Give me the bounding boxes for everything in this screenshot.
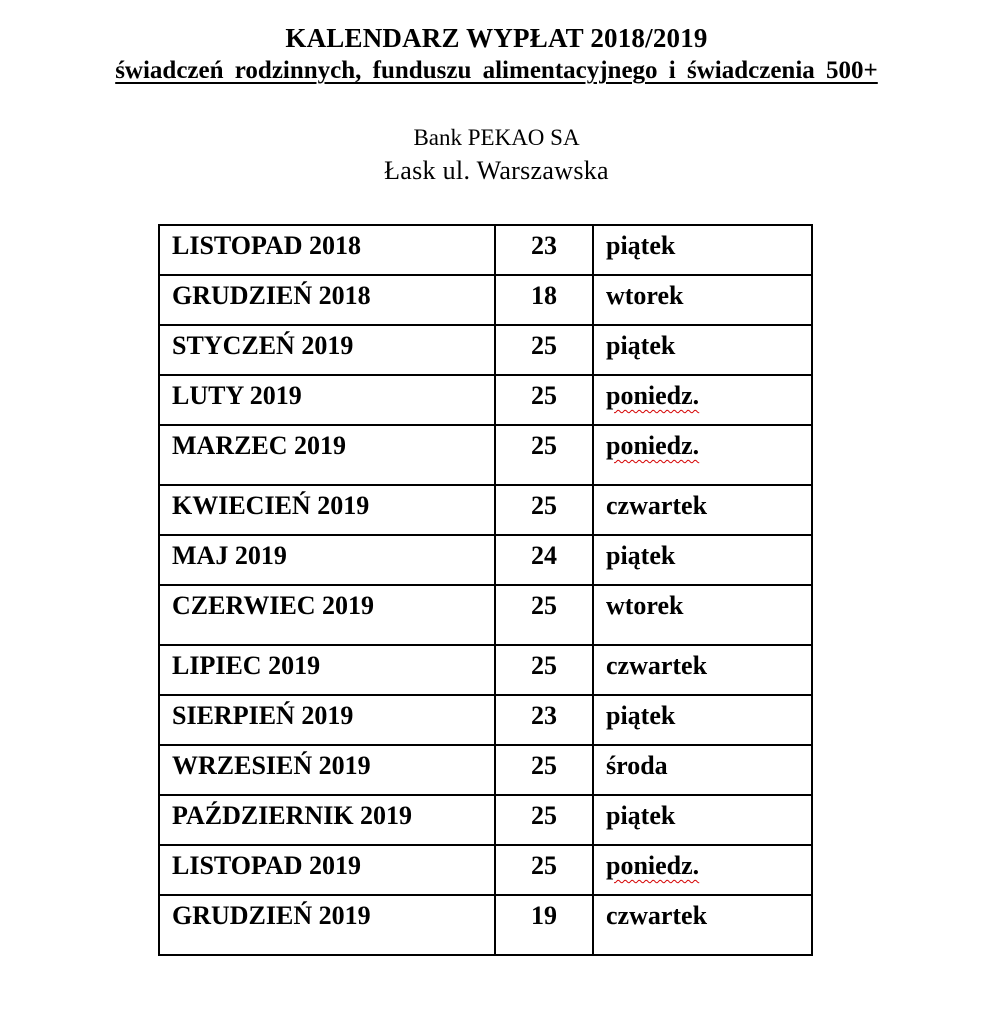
- table-row: [159, 425, 812, 485]
- day-cell: 25: [495, 425, 593, 485]
- month-cell: PAŹDZIERNIK 2019: [159, 795, 495, 845]
- payout-calendar-table: [158, 224, 813, 956]
- bank-name: Bank PEKAO SA: [413, 125, 580, 150]
- weekday-text: poniedz.: [606, 381, 700, 410]
- table-row: [159, 745, 812, 795]
- table-row: [159, 645, 812, 695]
- table-row: [159, 325, 812, 375]
- weekday-cell: wtorek: [593, 585, 812, 645]
- weekday-cell: piątek: [593, 225, 812, 275]
- month-cell: GRUDZIEŃ 2018: [159, 275, 495, 325]
- day-cell: 24: [495, 535, 593, 585]
- day-cell: 25: [495, 585, 593, 645]
- weekday-cell: piątek: [593, 695, 812, 745]
- weekday-cell: czwartek: [593, 645, 812, 695]
- page-title: KALENDARZ WYPŁAT 2018/2019: [285, 23, 708, 53]
- weekday-cell: [593, 845, 812, 895]
- weekday-text: poniedz.: [606, 431, 700, 460]
- bank-address: Łask ul. Warszawska: [384, 156, 609, 185]
- month-cell: LIPIEC 2019: [159, 645, 495, 695]
- month-cell: KWIECIEŃ 2019: [159, 485, 495, 535]
- day-cell: 25: [495, 645, 593, 695]
- table-row: [159, 485, 812, 535]
- table-row: [159, 535, 812, 585]
- weekday-cell: czwartek: [593, 485, 812, 535]
- month-cell: STYCZEŃ 2019: [159, 325, 495, 375]
- day-cell: 25: [495, 375, 593, 425]
- subtitle-text: świadczeń rodzinnych, funduszu alimentacyjnego i świadczenia 500+: [115, 57, 878, 84]
- table-row: [159, 375, 812, 425]
- table-row: [159, 585, 812, 645]
- month-cell: LISTOPAD 2019: [159, 845, 495, 895]
- day-cell: 25: [495, 745, 593, 795]
- table-row: [159, 845, 812, 895]
- page-subtitle: [0, 56, 993, 86]
- month-cell: MAJ 2019: [159, 535, 495, 585]
- weekday-cell: wtorek: [593, 275, 812, 325]
- day-cell: 25: [495, 795, 593, 845]
- table-row: [159, 895, 812, 955]
- table-row: [159, 275, 812, 325]
- weekday-cell: [593, 375, 812, 425]
- day-cell: 19: [495, 895, 593, 955]
- weekday-text: poniedz.: [606, 851, 700, 880]
- month-cell: CZERWIEC 2019: [159, 585, 495, 645]
- month-cell: LUTY 2019: [159, 375, 495, 425]
- day-cell: 25: [495, 325, 593, 375]
- weekday-cell: czwartek: [593, 895, 812, 955]
- month-cell: MARZEC 2019: [159, 425, 495, 485]
- month-cell: LISTOPAD 2018: [159, 225, 495, 275]
- day-cell: 23: [495, 695, 593, 745]
- weekday-cell: [593, 425, 812, 485]
- table-row: [159, 225, 812, 275]
- day-cell: 25: [495, 845, 593, 895]
- weekday-cell: piątek: [593, 535, 812, 585]
- month-cell: WRZESIEŃ 2019: [159, 745, 495, 795]
- day-cell: 23: [495, 225, 593, 275]
- day-cell: 18: [495, 275, 593, 325]
- weekday-cell: piątek: [593, 325, 812, 375]
- weekday-cell: piątek: [593, 795, 812, 845]
- weekday-cell: środa: [593, 745, 812, 795]
- day-cell: 25: [495, 485, 593, 535]
- month-cell: GRUDZIEŃ 2019: [159, 895, 495, 955]
- table-row: [159, 695, 812, 745]
- table-row: [159, 795, 812, 845]
- month-cell: SIERPIEŃ 2019: [159, 695, 495, 745]
